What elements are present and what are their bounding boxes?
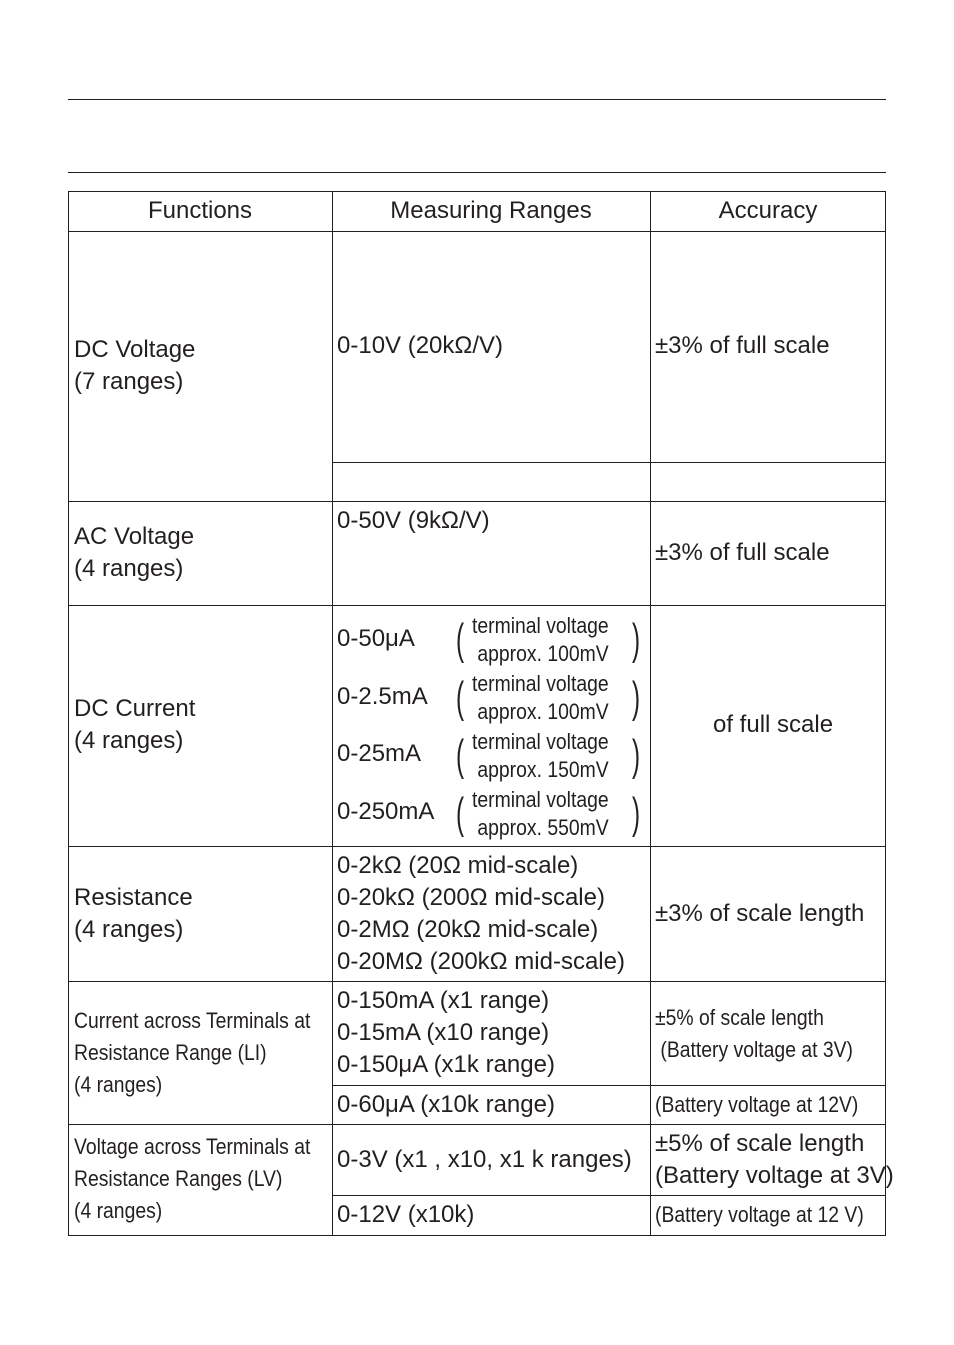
li-range-2: 0-60μA (x10k range) <box>337 1091 555 1118</box>
header-bottom-line <box>68 231 886 232</box>
li-function: Current across Terminals at Resistance Range (LI) (4 ranges) <box>74 1008 311 1097</box>
dc-current-accuracy: of full scale <box>713 711 834 738</box>
resistance-ranges: 0-2kΩ (20Ω mid-scale) 0-20kΩ (200Ω mid-scale) 0-2MΩ (20kΩ mid-scale) 0-20MΩ (200kΩ mid-scale) <box>337 852 625 975</box>
dc-current-function: DC Current (4 ranges) <box>74 695 196 754</box>
dc-current-range: 0-50μA <box>337 625 415 652</box>
dc-current-note: terminal voltage approx. 100mV <box>472 671 609 724</box>
left-paren: ( <box>456 615 465 664</box>
dc-voltage-range: 0-10V (20kΩ/V) <box>337 332 504 359</box>
lv-range: 0-3V (x1 , x10, x1 k ranges) <box>337 1146 632 1173</box>
table-border-bottom <box>68 1235 886 1236</box>
lv-range-2: 0-12V (x10k) <box>337 1201 475 1228</box>
dc-voltage-accuracy: ±3% of full scale <box>655 332 830 359</box>
ac-voltage-range: 0-50V (9kΩ/V) <box>337 507 490 534</box>
ac-voltage-function: AC Voltage (4 ranges) <box>74 523 195 582</box>
subrow-line <box>332 462 886 463</box>
dc-current-range: 0-250mA <box>337 798 435 825</box>
right-paren: ) <box>632 615 641 664</box>
row-line <box>68 846 886 847</box>
lv-accuracy: ±5% of scale length (Battery voltage at 3V) <box>655 1130 894 1189</box>
table-col-divider-2 <box>650 191 651 1236</box>
resistance-function: Resistance (4 ranges) <box>74 884 193 943</box>
header-functions: Functions <box>147 197 253 224</box>
table-col-divider-1 <box>332 191 333 1236</box>
right-paren: ) <box>632 673 641 722</box>
ac-voltage-accuracy: ±3% of full scale <box>655 539 830 566</box>
subrow-line <box>332 1195 886 1196</box>
subrow-line <box>332 1085 886 1086</box>
row-line <box>68 605 886 606</box>
left-paren: ( <box>456 731 465 780</box>
table-border-left <box>68 191 69 1236</box>
row-line <box>68 1124 886 1125</box>
dc-current-note: terminal voltage approx. 100mV <box>472 613 609 666</box>
li-ranges: 0-150mA (x1 range) 0-15mA (x10 range) 0-150μA (x1k range) <box>337 987 555 1078</box>
row-line <box>68 501 886 502</box>
header-accuracy: Accuracy <box>718 197 818 224</box>
left-paren: ( <box>456 789 465 838</box>
header-measuring-ranges: Measuring Ranges <box>390 197 592 224</box>
li-accuracy-2: (Battery voltage at 12V) <box>655 1092 859 1117</box>
lv-function: Voltage across Terminals at Resistance Ranges (LV) (4 ranges) <box>74 1134 311 1223</box>
table-border-right <box>885 191 886 1236</box>
right-paren: ) <box>632 789 641 838</box>
dc-current-range: 0-2.5mA <box>337 683 428 710</box>
dc-voltage-function: DC Voltage (7 ranges) <box>74 336 196 395</box>
lv-accuracy-2: (Battery voltage at 12 V) <box>655 1202 864 1227</box>
dc-current-range: 0-25mA <box>337 740 422 767</box>
dc-current-note: terminal voltage approx. 550mV <box>472 787 609 840</box>
top-rule <box>68 99 886 100</box>
row-line <box>68 981 886 982</box>
dc-current-note: terminal voltage approx. 150mV <box>472 729 609 782</box>
second-rule <box>68 172 886 173</box>
li-accuracy: ±5% of scale length (Battery voltage at 3V) <box>655 1005 853 1062</box>
right-paren: ) <box>632 731 641 780</box>
resistance-accuracy: ±3% of scale length <box>655 900 865 927</box>
left-paren: ( <box>456 673 465 722</box>
